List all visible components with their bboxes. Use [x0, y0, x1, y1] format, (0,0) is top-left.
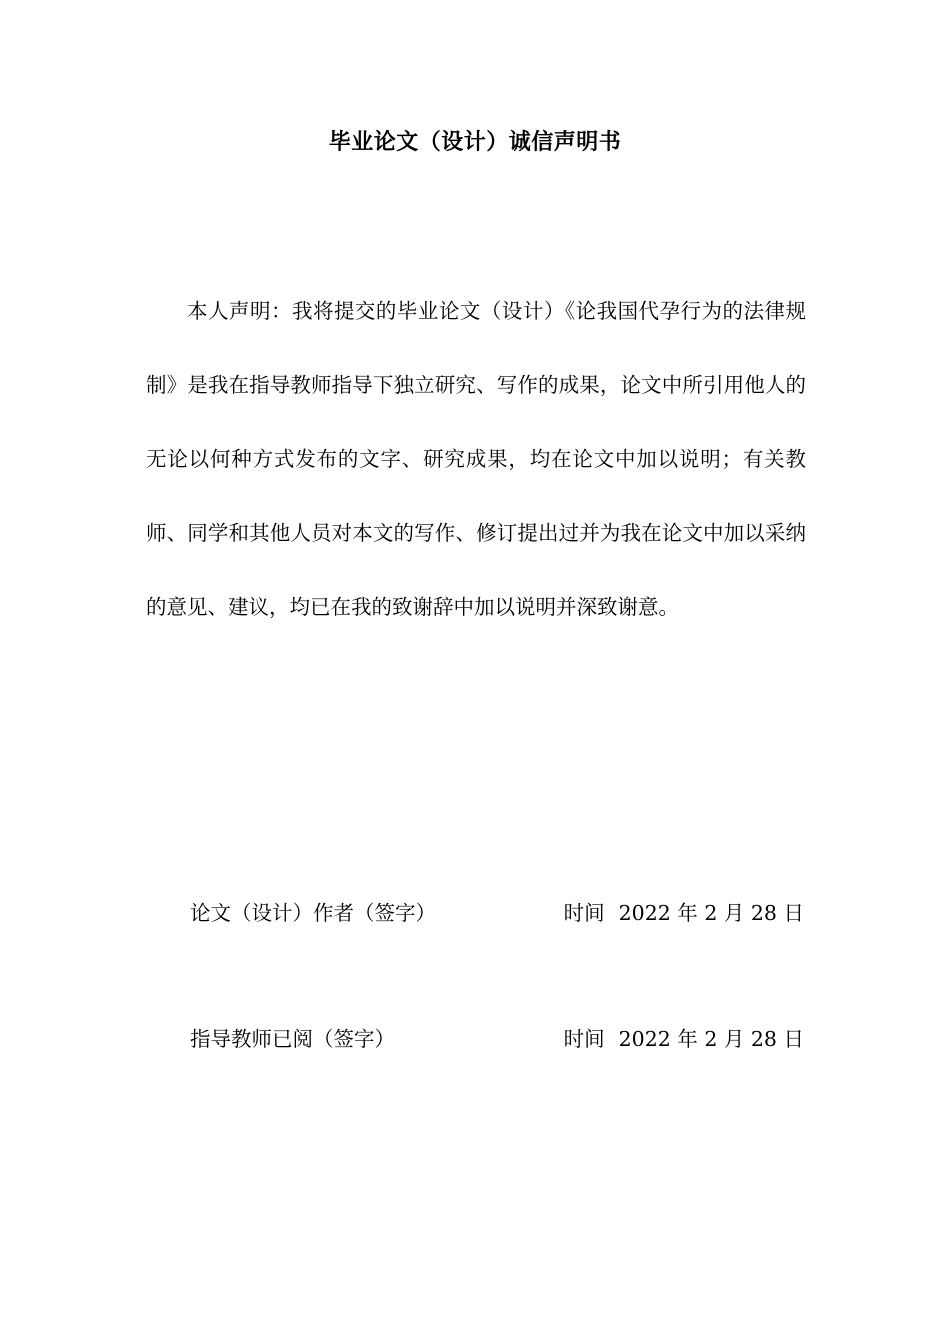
author-signature-row	[190, 896, 804, 930]
integrity-statement: 本人声明：我将提交的毕业论文（设计）《论我国代孕行为的法律规制》是我在指导教师指导下独立研究、写作的成果，论文中所引用他人的无论以何种方式发布的文字、研究成果，均在论文中加以说明；有关教师、同学和其他人员对本文的写作、修订提出过并为我在论文中加以采纳的意见、建议，均已在我的致谢辞中加以说明并深致谢意。	[146, 299, 806, 619]
author-signature-time	[564, 896, 804, 930]
advisor-signature-time	[564, 1022, 804, 1056]
author-signature-label: 论文（设计）作者（签字）	[190, 901, 436, 925]
advisor-signature-row	[190, 1022, 804, 1056]
advisor-signature-date: 2022 年 2 月 28 日	[618, 1027, 804, 1051]
author-signature-date: 2022 年 2 月 28 日	[618, 901, 804, 925]
advisor-time-label: 时间	[563, 1027, 605, 1051]
document-title: 毕业论文（设计）诚信声明书	[328, 130, 622, 155]
author-time-label: 时间	[563, 901, 605, 925]
advisor-signature-label: 指导教师已阅（签字）	[190, 1027, 395, 1051]
